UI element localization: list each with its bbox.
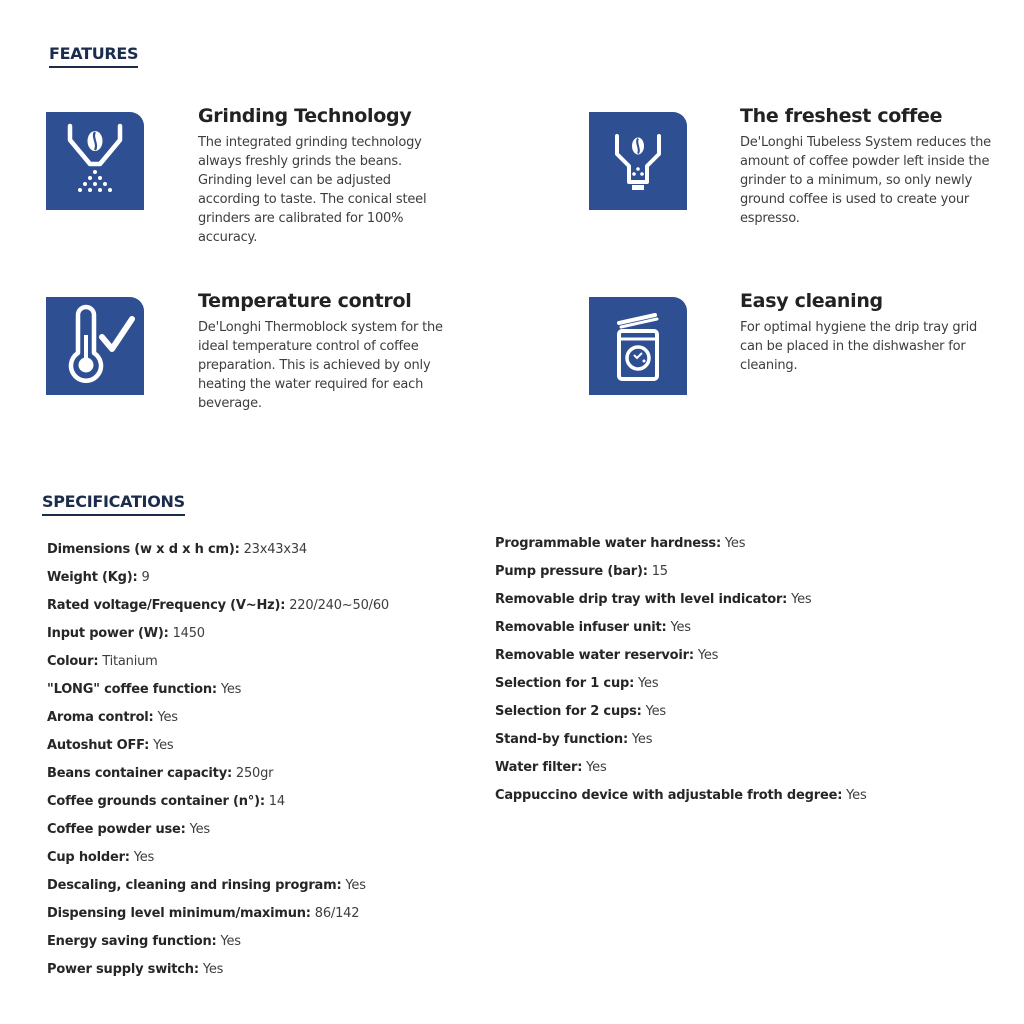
dishwasher-drip-tray-icon xyxy=(589,297,687,395)
spec-label: Coffee powder use: xyxy=(47,822,186,837)
spec-row xyxy=(47,568,389,596)
spec-value: Yes xyxy=(846,788,867,803)
spec-row xyxy=(47,876,389,904)
spec-value: Yes xyxy=(586,760,607,775)
spec-value: 250gr xyxy=(235,766,274,781)
spec-value: Yes xyxy=(157,710,178,725)
spec-value: Yes xyxy=(697,648,719,663)
spec-label: Input power (W): xyxy=(47,626,169,641)
spec-value: 23x43x34 xyxy=(243,542,307,557)
spec-label: Colour: xyxy=(47,654,99,669)
spec-label: Programmable water hardness: xyxy=(495,536,721,551)
spec-row xyxy=(495,674,867,702)
spec-row xyxy=(495,758,867,786)
spec-label: Removable water reservoir: xyxy=(495,648,694,663)
spec-row xyxy=(47,932,389,960)
spec-label: Dispensing level minimum/maximun: xyxy=(47,906,311,921)
feature-heading: Temperature control xyxy=(198,290,412,312)
spec-row xyxy=(47,596,389,624)
spec-label: Weight (Kg): xyxy=(47,570,138,585)
specifications-list-left xyxy=(47,540,389,988)
spec-value: 86/142 xyxy=(314,906,360,921)
spec-label: Selection for 2 cups: xyxy=(495,704,642,719)
spec-value: Yes xyxy=(645,704,666,719)
spec-label: Rated voltage/Frequency (V~Hz): xyxy=(47,598,286,613)
feature-easy-cleaning xyxy=(740,290,995,375)
spec-label: Beans container capacity: xyxy=(47,766,232,781)
specifications-list-right xyxy=(495,534,867,814)
features-title: FEATURES xyxy=(49,44,138,68)
spec-row xyxy=(495,562,867,590)
spec-row xyxy=(495,702,867,730)
feature-temperature-control xyxy=(198,290,453,413)
spec-row xyxy=(47,652,389,680)
spec-row xyxy=(47,764,389,792)
spec-row xyxy=(47,624,389,652)
spec-value: Yes xyxy=(670,620,691,635)
spec-value: 220/240~50/60 xyxy=(289,598,389,613)
feature-heading: The freshest coffee xyxy=(740,105,943,127)
spec-row xyxy=(47,848,389,876)
feature-heading: Grinding Technology xyxy=(198,105,412,127)
spec-row xyxy=(495,534,867,562)
spec-value: Yes xyxy=(791,592,812,607)
spec-row xyxy=(47,960,389,988)
spec-value: Yes xyxy=(631,732,653,747)
thermometer-check-icon xyxy=(46,297,144,395)
spec-label: Aroma control: xyxy=(47,710,154,725)
spec-row xyxy=(47,680,389,708)
spec-value: Titanium xyxy=(102,654,158,669)
feature-description: De'Longhi Thermoblock system for the ideal temperature control of coffee preparation. This is achieved by only heating the water required for each beverage. xyxy=(198,320,443,411)
spec-row xyxy=(47,540,389,568)
spec-label: Coffee grounds container (n°): xyxy=(47,794,265,809)
spec-label: Power supply switch: xyxy=(47,962,199,977)
spec-row xyxy=(495,646,867,674)
feature-grinding-technology xyxy=(198,105,453,247)
spec-value: Yes xyxy=(189,822,210,837)
spec-label: Cup holder: xyxy=(47,850,130,865)
spec-label: Energy saving function: xyxy=(47,934,217,949)
spec-value: 15 xyxy=(651,564,668,579)
spec-row xyxy=(47,820,389,848)
spec-label: Pump pressure (bar): xyxy=(495,564,648,579)
spec-label: Dimensions (w x d x h cm): xyxy=(47,542,240,557)
spec-row xyxy=(47,736,389,764)
spec-label: Removable infuser unit: xyxy=(495,620,667,635)
spec-value: Yes xyxy=(220,934,241,949)
spec-label: Removable drip tray with level indicator: xyxy=(495,592,788,607)
spec-row xyxy=(495,590,867,618)
spec-row xyxy=(47,708,389,736)
spec-label: Stand-by function: xyxy=(495,732,628,747)
spec-value: Yes xyxy=(638,676,659,691)
spec-value: 9 xyxy=(141,570,150,585)
spec-label: "LONG" coffee function: xyxy=(47,682,217,697)
spec-row xyxy=(495,618,867,646)
spec-value: Yes xyxy=(202,962,224,977)
feature-description: The integrated grinding technology always freshly grinds the beans. Grinding level can be adjusted according to taste. The conical steel grinders are calibrated for 100% accuracy. xyxy=(198,135,427,245)
spec-row xyxy=(47,904,389,932)
spec-row xyxy=(495,730,867,758)
specifications-title: SPECIFICATIONS xyxy=(42,492,185,516)
spec-value: Yes xyxy=(345,878,366,893)
feature-description: De'Longhi Tubeless System reduces the amount of coffee powder left inside the grinder to a minimum, so only newly ground coffee is used to create your espresso. xyxy=(740,135,991,226)
spec-value: 14 xyxy=(268,794,285,809)
feature-heading: Easy cleaning xyxy=(740,290,883,312)
spec-label: Water filter: xyxy=(495,760,583,775)
spec-label: Autoshut OFF: xyxy=(47,738,150,753)
spec-value: Yes xyxy=(220,682,242,697)
spec-row xyxy=(47,792,389,820)
spec-label: Descaling, cleaning and rinsing program: xyxy=(47,878,342,893)
spec-label: Selection for 1 cup: xyxy=(495,676,635,691)
spec-label: Cappuccino device with adjustable froth degree: xyxy=(495,788,843,803)
spec-value: 1450 xyxy=(172,626,205,641)
tubeless-system-icon xyxy=(589,112,687,210)
spec-row xyxy=(495,786,867,814)
grinder-icon xyxy=(46,112,144,210)
feature-description: For optimal hygiene the drip tray grid can be placed in the dishwasher for cleaning. xyxy=(740,320,978,373)
spec-value: Yes xyxy=(724,536,746,551)
spec-value: Yes xyxy=(153,738,174,753)
feature-freshest-coffee xyxy=(740,105,995,228)
spec-value: Yes xyxy=(133,850,155,865)
